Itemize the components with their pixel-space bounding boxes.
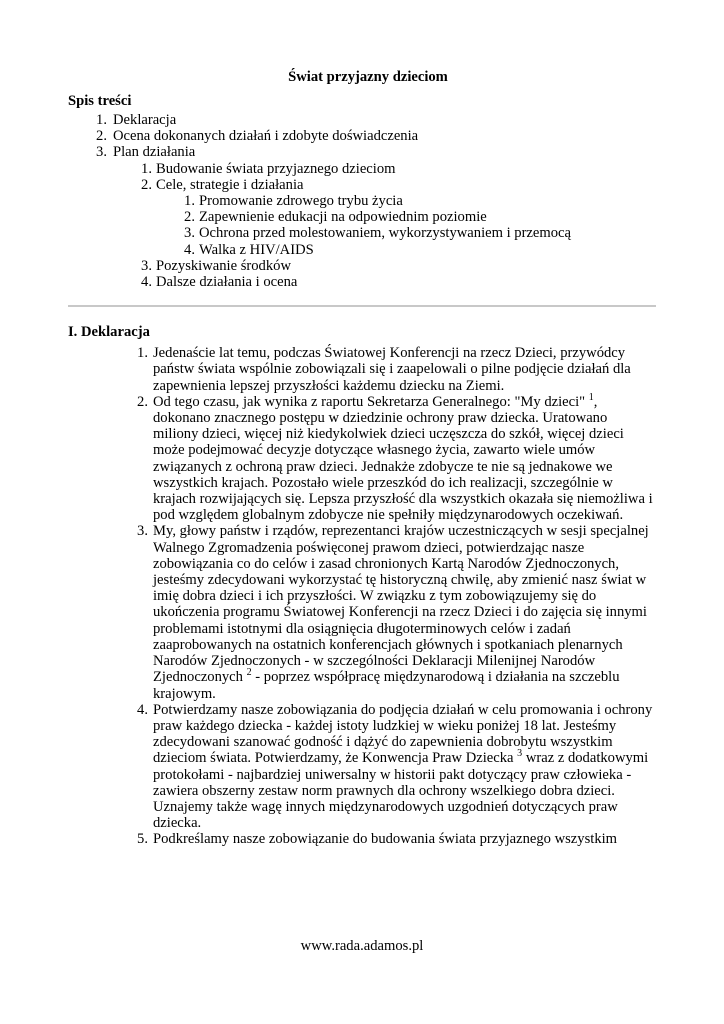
declaration-paragraph (68, 523, 656, 701)
toc-subsubitem (156, 193, 656, 209)
toc-item-number: 3. (96, 144, 107, 161)
toc-plan-sublist (113, 161, 656, 291)
toc-item-number: 1. (184, 193, 195, 210)
toc-item-plan (68, 144, 656, 290)
toc-item-number: 1. (141, 160, 152, 177)
toc-item-label: Ochrona przed molestowaniem, wykorzystywaniem i przemocą (199, 225, 572, 242)
paragraph-text: Jedenaście lat temu, podczas Światowej Konferencji na rzecz Dzieci, przywódcy państw świata wspólnie zobowiązali się i zaapelowali o pilne podjęcie działań dla zapewnienia lepszej przyszłości każdemu dziecku na Ziemi. (153, 345, 631, 394)
toc-heading: Spis treści (68, 93, 132, 109)
paragraph-number: 2. (137, 393, 148, 410)
horizontal-divider (68, 305, 656, 307)
paragraph-number: 1. (137, 345, 148, 362)
toc-item-number: 3. (184, 225, 195, 242)
toc-subitem (113, 161, 656, 177)
toc-item-label: Budowanie świata przyjaznego dzieciom (156, 160, 396, 177)
toc-item-label: Pozyskiwanie środków (156, 257, 291, 274)
declaration-list (68, 345, 656, 847)
toc-item-deklaracja (68, 112, 656, 128)
toc-item-label: Zapewnienie edukacji na odpowiednim poziomie (199, 209, 487, 226)
toc-item-number: 3. (141, 257, 152, 274)
toc-item-ocena (68, 128, 656, 144)
paragraph-number: 5. (137, 831, 148, 848)
document-title: Świat przyjazny dzieciom (288, 69, 448, 85)
toc-subitem (113, 177, 656, 258)
toc-item-number: 2. (96, 128, 107, 145)
paragraph-text: - poprzez współpracę międzynarodową i działania na szczeblu krajowym. (153, 669, 620, 702)
toc-subitem (113, 274, 656, 290)
paragraph-number: 3. (137, 523, 148, 540)
toc-item-number: 4. (141, 274, 152, 291)
paragraph-text: Potwierdzamy nasze zobowiązania do podjęcia działań w celu promowania i ochrony praw każdego dziecka - każdej istoty ludzkiej w wieku poniżej 18 lat. Jesteśmy zdecydowani szanować godność i dążyć do zapewnienia dobrobytu wszystkim dzieciom świata. Potwierdzamy, że Konwencja Praw Dziecka (153, 701, 653, 767)
toc-item-label: Promowanie zdrowego trybu życia (199, 193, 403, 210)
declaration-paragraph (68, 391, 656, 524)
toc-item-number: 2. (141, 176, 152, 193)
toc-item-label: Dalsze działania i ocena (156, 274, 298, 291)
paragraph-number: 4. (137, 701, 148, 718)
toc-goals-sublist (156, 193, 656, 258)
paragraph-text: , dokonano znacznego postępu w dziedzinie ochrony praw dziecka. Uratowano miliony dzieci, więcej niż kiedykolwiek dzieci uczęszcza do szkół, więcej dzieci może podejmować decyzje dotyczące własnego życia, zawarto wiele umów związanych z ochroną praw dzieci. Jednakże zdobycze te nie są jednakowe we wszystkich krajach. Pozostało wiele przeszkód do ich realizacji, szczególnie w krajach rozwijających się. Lepsza przyszłość dla wszystkich okazała się niemożliwa i pod względem globalnym zdobycze nie spełniły międzynarodowych oczekiwań. (153, 393, 653, 524)
footnote-ref[interactable]: 2 (246, 667, 252, 679)
declaration-paragraph (68, 345, 656, 394)
toc-subitem (113, 258, 656, 274)
toc-item-number: 1. (96, 112, 107, 128)
section-heading: I. Deklaracja (68, 324, 150, 341)
toc-item-label: Walka z HIV/AIDS (199, 241, 314, 258)
paragraph-text: wraz z dodatkowymi protokołami - najbardziej uniwersalny w historii pakt dotyczący praw człowieka - zawiera obszerny zestaw norm prawnych dla ochrony wszelkiego dobra dzieci. Uznajemy także wagę innych międzynarodowych uzgodnień dotyczących praw dziecka. (153, 750, 649, 832)
toc-item-number: 4. (184, 241, 195, 258)
paragraph-text: Od tego czasu, jak wynika z raportu Sekretarza Generalnego: "My dzieci" (153, 393, 589, 410)
toc-subsubitem (156, 242, 656, 258)
toc-item-label: Cele, strategie i działania (156, 176, 304, 193)
toc-item-number: 2. (184, 209, 195, 226)
toc-subsubitem (156, 225, 656, 241)
paragraph-text: Podkreślamy nasze zobowiązanie do budowania świata przyjaznego wszystkim (153, 831, 618, 848)
footnote-ref[interactable]: 1 (588, 391, 594, 403)
page-footer-url[interactable]: www.rada.adamos.pl (300, 938, 424, 954)
declaration-paragraph (68, 831, 656, 847)
toc-subsubitem (156, 209, 656, 225)
toc-item-label: Plan działania (113, 144, 196, 161)
footnote-ref[interactable]: 3 (517, 748, 523, 760)
paragraph-text: My, głowy państw i rządów, reprezentanci krajów uczestniczących w sesji specjalnej Walnego Zgromadzenia poświęconej prawom dzieci, potwierdzając nasze zobowiązania co do celów i zasad chronionych Kartą Narodów Zjednoczonych, jesteśmy zdecydowani wykorzystać tę historyczną chwilę, aby zmienić nasz świat w imię dobra dzieci i ich przyszłości. W związku z tym zobowiązujemy się do ukończenia programu Światowej Konferencji na rzecz Dzieci i do zajęcia się innymi problemami istotnymi dla osiągnięcia długoterminowych celów i zadań zaaprobowanych na ostatnich konferencjach głównych i spotkaniach plenarnych Narodów Zjednoczonych - w szczególności Deklaracji Milenijnej Narodów Zjednoczonych (153, 523, 649, 686)
toc-item-label: Deklaracja (113, 112, 177, 128)
toc-item-label: Ocena dokonanych działań i zdobyte doświadczenia (113, 128, 419, 145)
document-page (68, 68, 656, 848)
declaration-paragraph (68, 702, 656, 832)
table-of-contents (68, 112, 656, 290)
